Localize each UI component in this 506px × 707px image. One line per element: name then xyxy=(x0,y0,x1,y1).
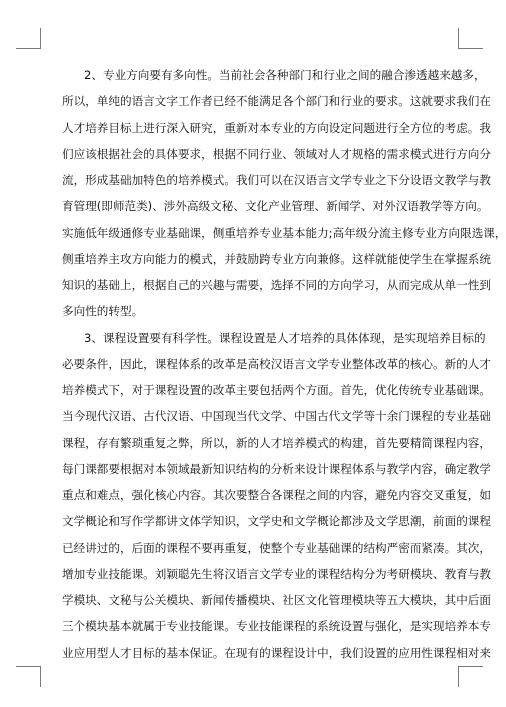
text-line: 已经讲过的，后面的课程不要再重复，使整个专业基础课的结构严密而紧凑。其次， xyxy=(62,540,491,555)
text-line: 育管理(即师范类)、涉外高级文秘、文化产业管理、新闻学、对外汉语教学等方向。 xyxy=(62,199,489,214)
text-line: 知识的基础上，根据自己的兴趣与需要，选择不同的方向学习，从而完成从单一性到 xyxy=(62,278,491,292)
text-line: 业应用型人才目标的基本保证。在现有的课程设计中，我们设置的应用性课程相对来 xyxy=(62,645,491,660)
text-line: 实施低年级通修专业基础课，侧重培养专业基本能力;高年级分流主修专业方向限选课， xyxy=(62,225,506,240)
text-line: 人才培养目标上进行深入研究，重新对本专业的方向设定问题进行全方位的考虑。我 xyxy=(62,120,491,135)
crop-mark-bottom-left xyxy=(16,666,41,687)
text-line: 所以，单纯的语言文字工作者已经不能满足各个部门和行业的要求。这就要求我们在 xyxy=(62,94,491,109)
crop-mark-bottom-right xyxy=(458,666,483,687)
text-line: 文学概论和写作学都讲文体学知识，文学史和文学概论都涉及文学思潮，前面的课程 xyxy=(62,514,491,529)
text-line: 每门课都要根据对本领域最新知识结构的分析来设计课程体系与教学内容，确定教学 xyxy=(62,461,491,476)
crop-mark-top-right xyxy=(458,28,483,49)
document-body xyxy=(62,62,506,666)
text-line: 们应该根据社会的具体要求，根据不同行业、领域对人才规格的需求模式进行方向分 xyxy=(62,146,491,161)
text-line: 侧重培养主攻方向能力的模式，并鼓励跨专业方向兼修。这样就能使学生在掌握系统 xyxy=(62,251,491,266)
text-line: 三个模块基本就属于专业技能课。专业技能课程的系统设置与强化，是实现培养本专 xyxy=(62,619,491,634)
text-line: 多向性的转型。 xyxy=(62,304,144,319)
crop-mark-top-left xyxy=(16,28,41,49)
text-line: 当今现代汉语、古代汉语、中国现当代文学、中国古代文学等十余门课程的专业基础 xyxy=(62,409,491,424)
text-line: 重点和难点，强化核心内容。其次要整合各课程之间的内容，避免内容交叉重复，如 xyxy=(62,488,491,502)
text-line: 培养模式下，对于课程设置的改革主要包括两个方面。首先，优化传统专业基础课。 xyxy=(62,383,491,397)
text-line: 3、课程设置要有科学性。课程设置是人才培养的具体体现，是实现培养目标的 xyxy=(84,330,486,345)
text-line: 课程，存有繁琐重复之弊，所以，新的人才培养模式的构建，首先要精简课程内容， xyxy=(62,435,491,450)
text-line: 2、专业方向要有多向性。当前社会各种部门和行业之间的融合渗透越来越多， xyxy=(84,68,486,82)
text-line: 学模块、文秘与公关模块、新闻传播模块、社区文化管理模块等五大模块，其中后面 xyxy=(62,593,491,607)
text-line: 必要条件，因此，课程体系的改革是高校汉语言文学专业整体改革的核心。新的人才 xyxy=(62,356,491,371)
text-line: 增加专业技能课。刘颖聪先生将汉语言文学专业的课程结构分为考研模块、教育与教 xyxy=(62,566,491,581)
text-line: 流，形成基础加特色的培养模式。我们可以在汉语言文学专业之下分设语文教学与教 xyxy=(62,173,491,187)
